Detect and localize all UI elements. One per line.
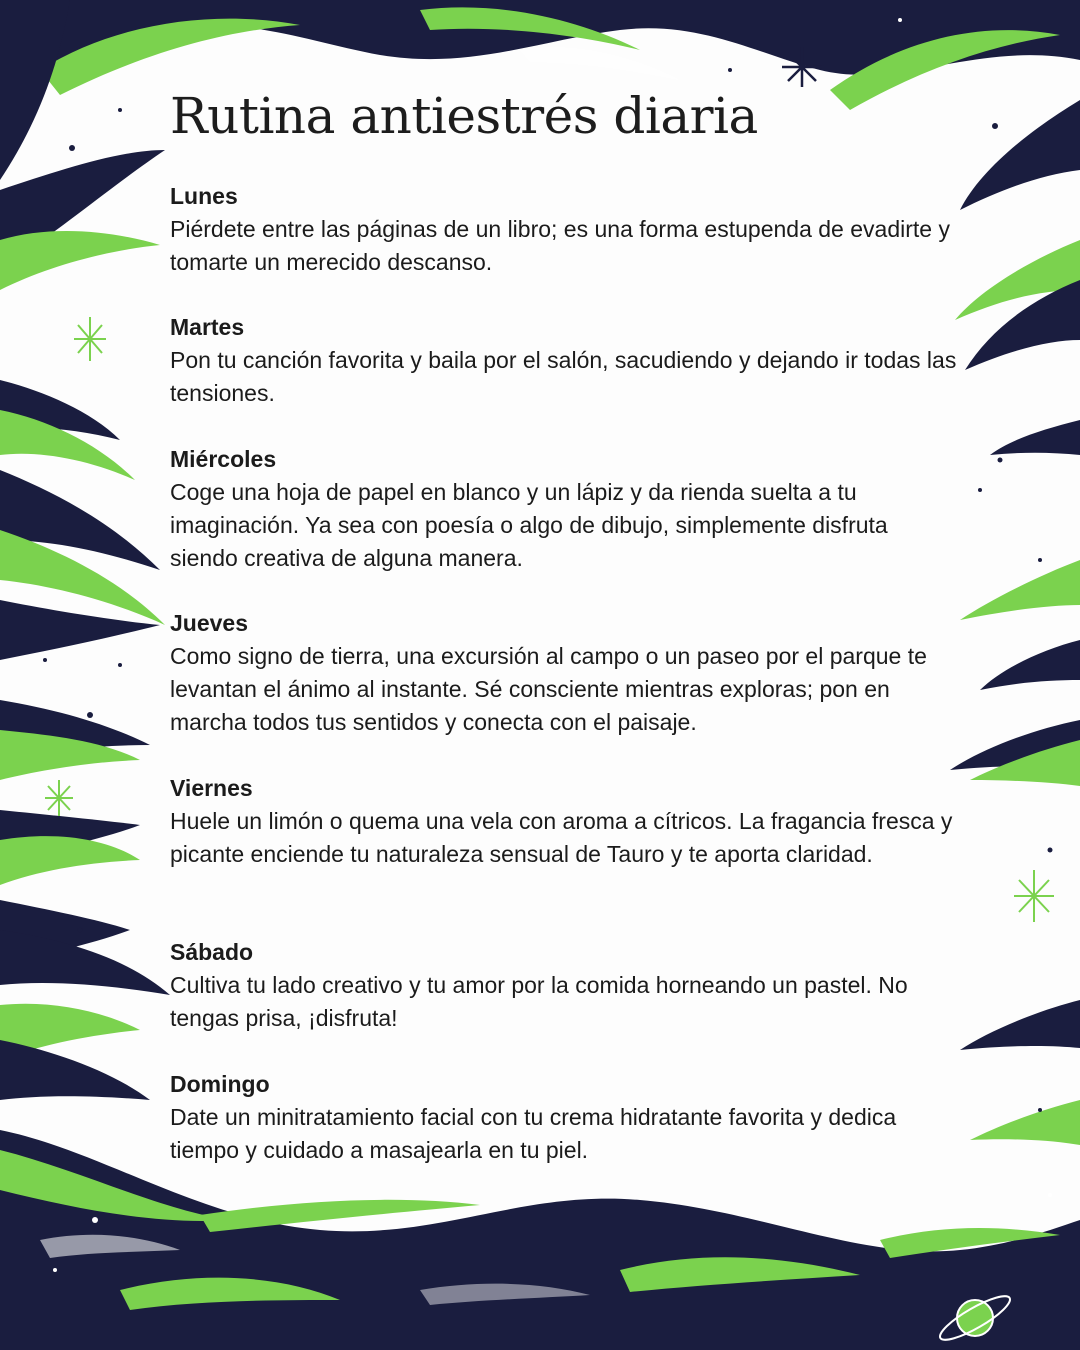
day-name: Viernes [170,775,253,801]
day-item-domingo [170,1068,970,1167]
day-name: Lunes [170,183,238,209]
day-name: Jueves [170,610,249,636]
day-list [170,0,970,1350]
day-description: Cultiva tu lado creativo y tu amor por la comida horneando un pastel. No tengas prisa, ¡disfruta! [170,972,908,1031]
day-description: Como signo de tierra, una excursión al campo o un paseo por el parque te levantan el ánimo al instante. Sé consciente mientras exploras; pon en marcha todos tus sentidos y conecta con el paisaje. [170,643,927,735]
day-item-lunes [170,180,970,279]
day-item-sabado [170,936,970,1035]
day-item-jueves [170,607,970,739]
day-item-viernes [170,772,970,871]
day-name: Martes [170,314,245,340]
day-description: Pon tu canción favorita y baila por el salón, sacudiendo y dejando ir todas las tensiones. [170,347,957,406]
page-title: Rutina antiestrés diaria [170,87,758,145]
day-name: Domingo [170,1071,270,1097]
day-description: Date un minitratamiento facial con tu crema hidratante favorita y dedica tiempo y cuidado a masajearla en tu piel. [170,1104,897,1163]
day-description: Huele un limón o quema una vela con aroma a cítricos. La fragancia fresca y picante enciende tu naturaleza sensual de Tauro y te aporta claridad. [170,808,953,867]
day-description: Piérdete entre las páginas de un libro; es una forma estupenda de evadirte y tomarte un merecido descanso. [170,216,950,275]
day-item-miercoles [170,443,970,575]
day-name: Miércoles [170,446,277,472]
day-description: Coge una hoja de papel en blanco y un lápiz y da rienda suelta a tu imaginación. Ya sea con poesía o algo de dibujo, simplemente disfruta siendo creativa de alguna manera. [170,479,888,571]
day-item-martes [170,311,970,410]
day-name: Sábado [170,939,254,965]
